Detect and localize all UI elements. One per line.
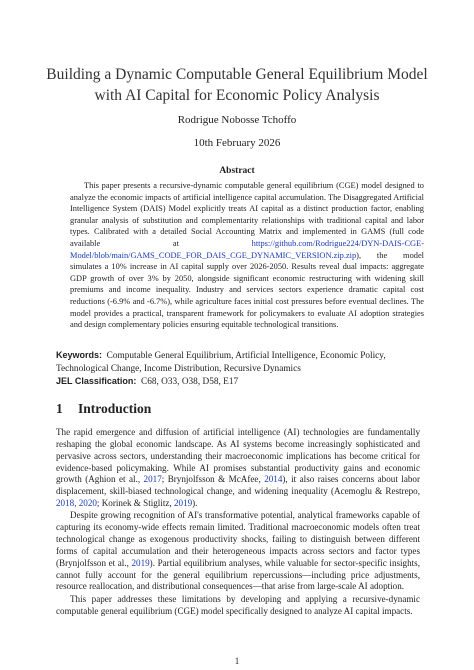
title-line-2: with AI Capital for Economic Policy Analysis [94,87,380,104]
citation-link[interactable]: 2014 [264,474,283,485]
jel-classification [56,375,420,388]
citation-link[interactable]: 2019 [173,498,193,509]
jel-codes: C68, O33, O38, D58, E17 [141,377,239,387]
keywords [56,349,420,376]
abstract-body [70,180,424,331]
keywords-text: Computable General Equilibrium, Artificial Intelligence, Economic Policy, Technological Change, Income Distribution, Recursive Dynamics [56,351,386,374]
paper-date: 10th February 2026 [193,137,281,149]
intro-paragraph-2 [56,510,420,593]
abstract-paragraph [70,180,424,331]
author-name: Rodrigue Nobosse Tchoffo [177,114,297,126]
text-run: Despite growing recognition of AI's transformative potential, analytical frameworks capable of capturing its economy-wide effects remain limited. Traditional macroeconomic models often treat technological change as exogenous productivity shocks, failing to distinguish between different forms of capital accumulation and their heterogeneous impacts across sectors and factor types (Brynjolfsson et al., [56,510,420,568]
keywords-label: Keywords: [56,350,103,360]
github-code-link[interactable]: https://github.com/Rodrigue224/DYN-DAIS-CGE-Model/blob/main/GAMS_CODE_FOR_DAIS_CGE_DYNAMIC_VERSION.zip.zip [70,238,424,260]
abstract-text-1: This paper presents a recursive-dynamic computable general equilibrium (CGE) model designed to analyze the economic impacts of artificial intelligence capital accumulation. The Disaggregated Artificial Intelligence System (DAIS) Model explicitly treats AI capital as a distinct production factor, enabling granular analysis of substitution and complementarity relationships with traditional capital and labor types. Calibrated with a detailed Social Accounting Matrix and implemented in GAMS (full code available at [70,181,424,248]
section-title: Introduction [78,401,152,416]
title-line-1: Building a Dynamic Computable General Equilibrium Model [46,66,428,83]
text-run: ). [192,498,198,509]
text-run: The rapid emergence and diffusion of artificial intelligence (AI) technologies are fundamentally reshaping the global economic landscape. As AI systems become increasingly sophisticated and pervasive across sectors, understanding their macroeconomic implications has become critical for evidence-based policymaking. While AI promises substantial productivity gains and economic growth (Aghion et al., [56,427,420,485]
paper-title [40,64,434,106]
intro-paragraph-1 [56,427,420,510]
page-number: 1 [234,656,240,666]
abstract-heading: Abstract [219,166,255,176]
abstract-text-2: ), the model simulates a 10% increase in AI capital supply over 2026-2050. Results reveal dual impacts: aggregate GDP growth of over 3% by 2050, alongside significant economic restructuring with widening skill premiums and income inequality. Industry and services sectors experience dramatic capital cost reductions (-6.9% and -6.7%), while agriculture faces initial cost pressures before eventual declines. The model provides a practical, transparent framework for policymakers to evaluate AI adoption strategies and design complementary policies ensuring equitable technological transitions. [70,250,424,330]
citation-link[interactable]: 2017 [143,474,162,485]
introduction-body [56,427,420,618]
text-run: ). Partial equilibrium analyses, while valuable for sector-specific insights, cannot fully account for the general equilibrium repercussions—including price adjustments, resource reallocation, and distributional consequences—that arise from large-scale AI adoption. [56,557,420,592]
text-run: ; Brynjolfsson & McAfee, [161,474,265,485]
intro-paragraph-3: This paper addresses these limitations by developing and applying a recursive-dynamic computable general equilibrium (CGE) model specifically designed to analyze AI capital impacts. [56,593,420,616]
section-heading [56,401,151,417]
text-run: ), it also raises concerns about labor displacement, skill-biased technological change, and widening inequality (Acemoglu & Restrepo, [56,474,420,497]
text-run: ; Korinek & Stiglitz, [96,498,174,509]
jel-label: JEL Classification: [56,376,137,386]
citation-link[interactable]: 2019 [131,557,150,568]
citation-link[interactable]: 2018, 2020 [56,498,97,509]
section-number: 1 [56,401,63,416]
